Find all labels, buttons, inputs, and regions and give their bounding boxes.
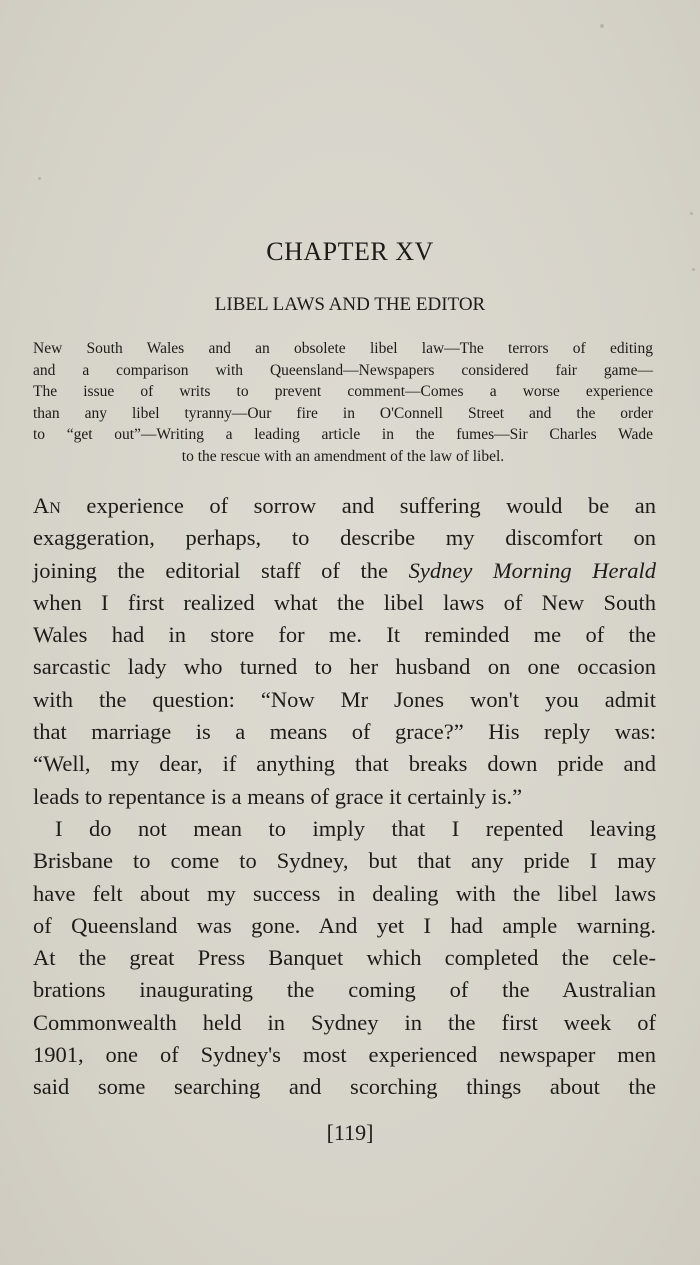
body-line: have felt about my success in dealing with the libel laws — [33, 880, 656, 906]
synopsis-line: The issue of writs to prevent comment—Comes a worse experience — [33, 383, 653, 401]
synopsis-line: than any libel tyranny—Our fire in O'Connell Street and the order — [33, 404, 653, 422]
body-line — [33, 555, 656, 587]
body-line: At the great Press Banquet which completed the cele- — [33, 945, 656, 971]
page-number: [119] — [326, 1120, 374, 1145]
paper-speck — [38, 177, 41, 180]
body-line-text: experience of sorrow and suffering would be an — [60, 493, 656, 518]
body-line: with the question: “Now Mr Jones won't you admit — [33, 686, 656, 712]
newspaper-title: Sydney Morning Herald — [408, 557, 657, 583]
drop-word: An — [33, 493, 61, 518]
body-text — [33, 490, 656, 1104]
synopsis-line: to the rescue with an amendment of the law of libel. — [181, 447, 505, 465]
body-line: Brisbane to come to Sydney, but that any pride I may — [33, 848, 656, 874]
body-line: that marriage is a means of grace?” His reply was: — [33, 719, 656, 745]
body-line: 1901, one of Sydney's most experienced newspaper men — [33, 1042, 656, 1068]
body-line: leads to repentance is a means of grace it certainly is.” — [33, 783, 523, 809]
body-line-text: joining the editorial staff of the — [33, 557, 409, 583]
body-line: sarcastic lady who turned to her husband on one occasion — [33, 654, 656, 680]
body-line: Wales had in store for me. It reminded me of the — [33, 622, 656, 648]
chapter-title: CHAPTER XV — [266, 237, 434, 266]
chapter-synopsis — [33, 338, 653, 468]
body-line: exaggeration, perhaps, to describe my discomfort on — [33, 525, 656, 551]
synopsis-line: New South Wales and an obsolete libel law—The terrors of editing — [33, 340, 653, 357]
body-line: brations inaugurating the coming of the Australian — [33, 977, 656, 1003]
body-line: Commonwealth held in Sydney in the first week of — [33, 1009, 656, 1035]
body-line — [33, 490, 656, 522]
paper-speck — [600, 24, 604, 28]
body-line: said some searching and scorching things about the — [33, 1074, 656, 1100]
chapter-subtitle: LIBEL LAWS AND THE EDITOR — [214, 294, 486, 315]
synopsis-line: to “get out”—Writing a leading article in the fumes—Sir Charles Wade — [33, 426, 653, 444]
body-line: I do not mean to imply that I repented leaving — [55, 815, 656, 841]
paper-speck — [690, 212, 693, 215]
body-line: “Well, my dear, if anything that breaks down pride and — [33, 751, 656, 777]
body-line: when I first realized what the libel laws of New South — [33, 589, 656, 615]
paper-speck — [692, 268, 695, 271]
body-line: of Queensland was gone. And yet I had ample warning. — [33, 912, 656, 938]
synopsis-line: and a comparison with Queensland—Newspapers considered fair game— — [33, 361, 653, 379]
